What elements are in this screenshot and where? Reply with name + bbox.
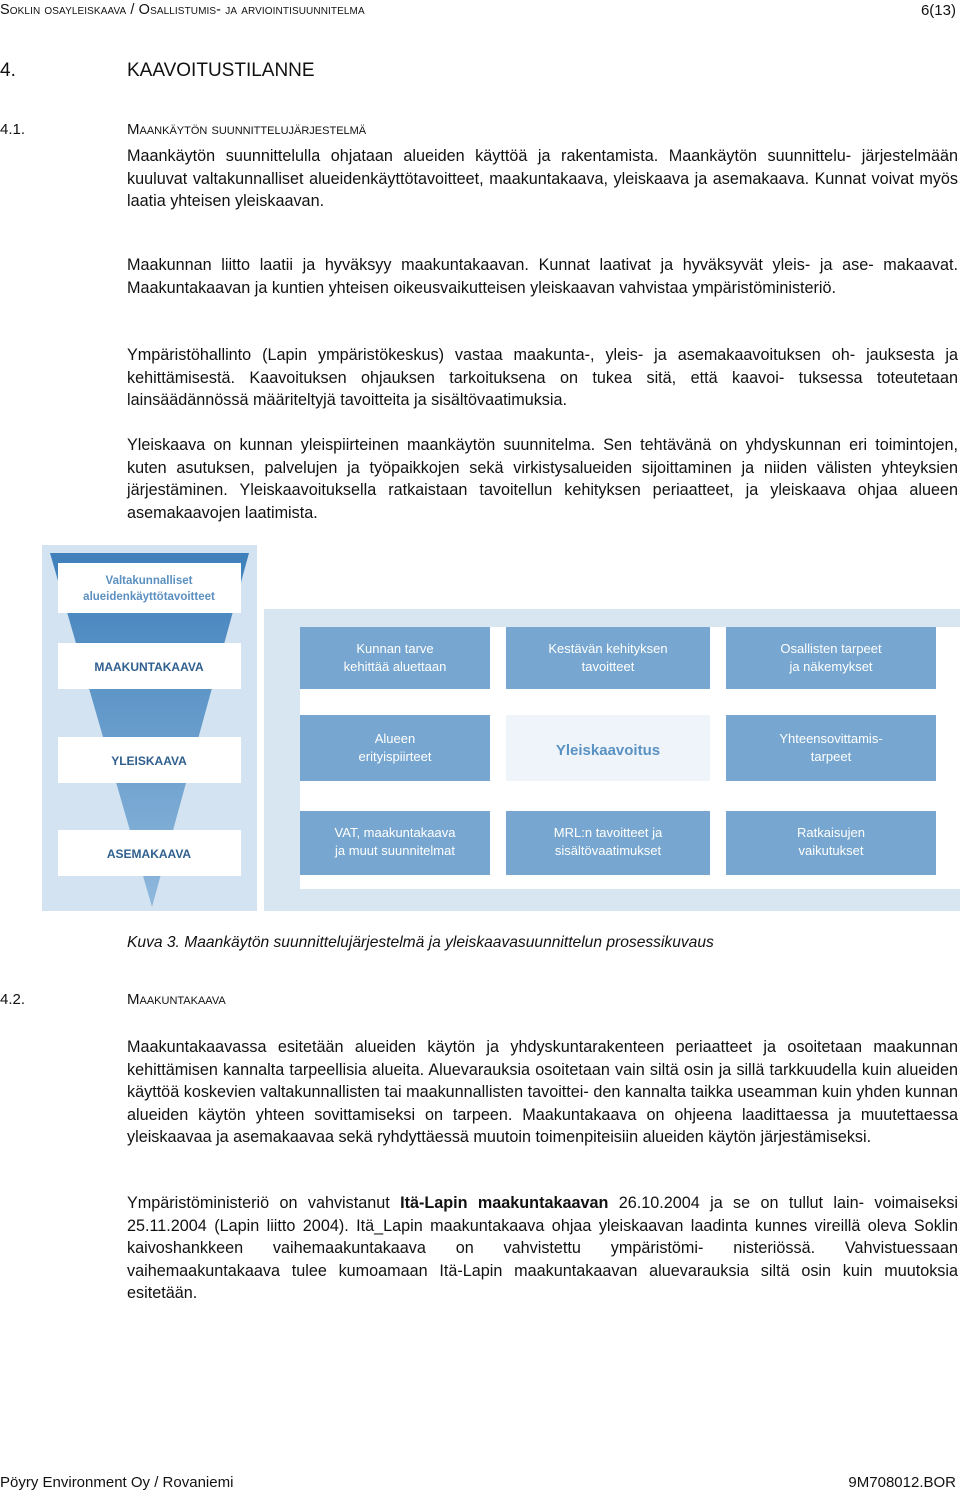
box-r1c1-line1: Kunnan tarve <box>356 641 434 656</box>
paragraph-41-3: Ympäristöhallinto (Lapin ympäristökeskus) vastaa maakunta-, yleis- ja asemakaavoituksen oh- jauksesta ja kehittämisestä. Kaavoituksen ohjauksen tarkoituksena on tukea sitä, että kaavoi- tuksessa toteutetaan lainsäädännössä määriteltyjä tavoitteita ja sisältövaatimuksia. <box>127 346 958 410</box>
footer-docid: 9M708012.BOR <box>848 1474 956 1491</box>
paragraph-41-4: Yleiskaava on kunnan yleispiirteinen maankäytön suunnitelma. Sen tehtävänä on yhdyskunnan eri toimintojen, kuten asutuksen, palvelujen ja työpaikkojen sekä virkistysalueiden sijoittaminen ja niiden välisten yhteyksien järjestäminen. Yleiskaavoituksella ratkaistaan tavoitellun kehityksen periaatteet, ja yleiskaava ohjaa alueen asemakaavojen laatimista. <box>127 436 958 522</box>
box-r1c2 <box>506 627 710 689</box>
paragraph-42-2-bold: Itä-Lapin maakuntakaavan <box>400 1194 609 1212</box>
funnel-top-line1: Valtakunnalliset <box>105 575 193 587</box>
paragraph-42-2 <box>127 1192 958 1305</box>
box-r1c2-line1: Kestävän kehityksen <box>548 641 668 656</box>
box-r3c2-line1: MRL:n tavoitteet ja <box>553 825 663 840</box>
box-r2c3-line1: Yhteensovittamis- <box>779 731 883 746</box>
funnel-box-national <box>58 563 241 613</box>
section-41-title: Maankäytön suunnittelujärjestelmä <box>127 121 367 138</box>
box-r3c3-line2: vaikutukset <box>798 843 864 858</box>
paragraph-42-1: Maakuntakaavassa esitetään alueiden käytön ja yhdyskuntarakenteen periaatteet ja osoitetaan maakunnan kehittämisen kannalta tarpeellisia alueita. Aluevarauksia osoitetaan vain siltä osin ja sillä tarkkuudella kuin alueiden käyttöä koskevien valtakunnallisten tai maakunnallisten tavoittei- den kannalta taikka useamman kuin yhden kunnan alueiden käytön yhteen sovittamiseksi on tarpeen. Maakuntakaava on ohjeena laadittaessa ja muutettaessa yleiskaavaa ja asemakaavaa sekä ryhdyttäessä muutoin toimenpiteisiin alueiden käytön järjestämiseksi. <box>127 1038 958 1147</box>
section-4-title: KAAVOITUSTILANNE <box>127 60 315 81</box>
box-r1c3 <box>726 627 936 689</box>
section-42-heading <box>0 991 960 1011</box>
page-number: 6(13) <box>920 2 956 19</box>
box-r3c1-line2: ja muut suunnitelmat <box>335 843 455 858</box>
box-r2c1-line1: Alueen <box>374 731 416 746</box>
funnel-top-line2: alueidenkäyttötavoitteet <box>83 591 215 603</box>
funnel-level2: YLEISKAAVA <box>111 754 187 768</box>
section-42-number: 4.2. <box>0 991 26 1008</box>
box-r1c3-line1: Osallisten tarpeet <box>780 641 882 656</box>
box-r2c3 <box>726 715 936 781</box>
paragraph-41-1: Maankäytön suunnittelulla ohjataan alueiden käyttöä ja rakentamista. Maankäytön suunnittelu- järjestelmään kuuluvat valtakunnalliset alueidenkäyttötavoitteet, maakuntakaava, yleiskaava ja asemakaava. Kunnat voivat myös laatia yhteisen yleiskaavan. <box>127 147 958 211</box>
box-r1c1-line2: kehittää aluettaan <box>343 659 447 674</box>
header-title: Soklin osayleiskaava / Osallistumis- ja arviointisuunnitelma <box>0 2 365 18</box>
section-41-heading <box>0 121 960 141</box>
box-center-label: Yleiskaavoitus <box>555 742 661 759</box>
box-r3c1-line1: VAT, maakuntakaava <box>334 825 456 840</box>
section-41-number: 4.1. <box>0 121 26 138</box>
figure-caption: Kuva 3. Maankäytön suunnittelujärjestelmä ja yleiskaavasuunnittelun prosessikuvaus <box>127 934 714 951</box>
paragraph-42-2-post: 26.10.2004 ja se on tullut lain- voimaiseksi 25.11.2004 (Lapin liitto 2004). Itä_Lapin maakuntakaava ohjaa yleiskaavan laadinta kunnes vireillä oleva Soklin kaivoshankkeen vaihemaakuntakaava on vahvistettu ympäristömi- nisteriössä. Vahvistuessaan vaihemaakuntakaava tulee kumoamaan Itä-Lapin maakuntakaavan aluevarauksia siltä osin kuin muutoksia esitetään. <box>127 1194 959 1303</box>
box-r3c2-line2: sisältövaatimukset <box>554 843 662 858</box>
section-4-number: 4. <box>0 60 16 81</box>
box-r2c3-line2: tarpeet <box>810 749 852 764</box>
section-42-title: Maakuntakaava <box>127 991 226 1008</box>
box-r2c1-line2: erityispiirteet <box>358 749 432 764</box>
box-r2c1 <box>300 715 490 781</box>
paragraph-41-2: Maakunnan liitto laatii ja hyväksyy maakuntakaavan. Kunnat laativat ja hyväksyvät yleis- ja ase- makaavat. Maakuntakaavan ja kuntien yhteisen oikeusvaikutteisen yleiskaavan vahvistaa ympäristöministeriö. <box>127 256 958 297</box>
funnel-level3: ASEMAKAAVA <box>106 847 192 861</box>
box-r1c2-line2: tavoitteet <box>581 659 635 674</box>
box-r3c3-line1: Ratkaisujen <box>797 825 865 840</box>
planning-system-diagram <box>42 545 960 911</box>
footer-company: Pöyry Environment Oy / Rovaniemi <box>0 1474 234 1491</box>
box-r1c1 <box>300 627 490 689</box>
funnel-level1: MAAKUNTAKAAVA <box>94 660 204 674</box>
box-r1c3-line2: ja näkemykset <box>789 659 873 674</box>
paragraph-42-2-pre: Ympäristöministeriö on vahvistanut <box>127 1194 401 1212</box>
section-4-heading <box>0 60 960 84</box>
